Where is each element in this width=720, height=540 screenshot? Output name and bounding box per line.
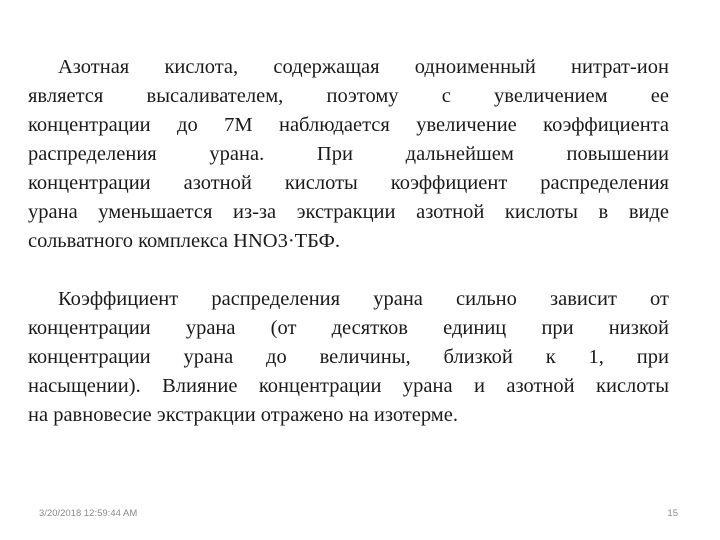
- text-line: Коэффициент распределения урана сильно зависит от: [58, 288, 669, 310]
- footer-date: 3/20/2018 12:59:44 AM: [39, 508, 138, 519]
- text-line: концентрации до 7М наблюдается увеличение коэффициента: [28, 114, 669, 136]
- text-line: на равновесие экстракции отражено на изотерме.: [28, 404, 458, 426]
- paragraph-spacer: [28, 256, 669, 285]
- text-line: Азотная кислота, содержащая одноименный нитрат-ион: [58, 56, 669, 78]
- text-line: сольватного комплекса HNO3·ТБФ.: [28, 230, 340, 252]
- text-line: концентрации азотной кислоты коэффициент распределения: [28, 172, 669, 194]
- page-number: 15: [667, 508, 678, 519]
- text-line: концентрации урана до величины, близкой к 1, при: [28, 346, 669, 368]
- text-line: урана уменьшается из-за экстракции азотной кислоты в виде: [28, 201, 669, 223]
- paragraph-nitric-acid: [28, 53, 669, 256]
- text-line: распределения урана. При дальнейшем повышении: [28, 143, 669, 165]
- text-line: насыщении). Влияние концентрации урана и азотной кислоты: [28, 375, 669, 397]
- text-line: является высаливателем, поэтому с увеличением ее: [28, 85, 669, 107]
- text-line: концентрации урана (от десятков единиц при низкой: [28, 317, 669, 339]
- slide-body: [28, 53, 669, 430]
- paragraph-distribution-coefficient: [28, 285, 669, 430]
